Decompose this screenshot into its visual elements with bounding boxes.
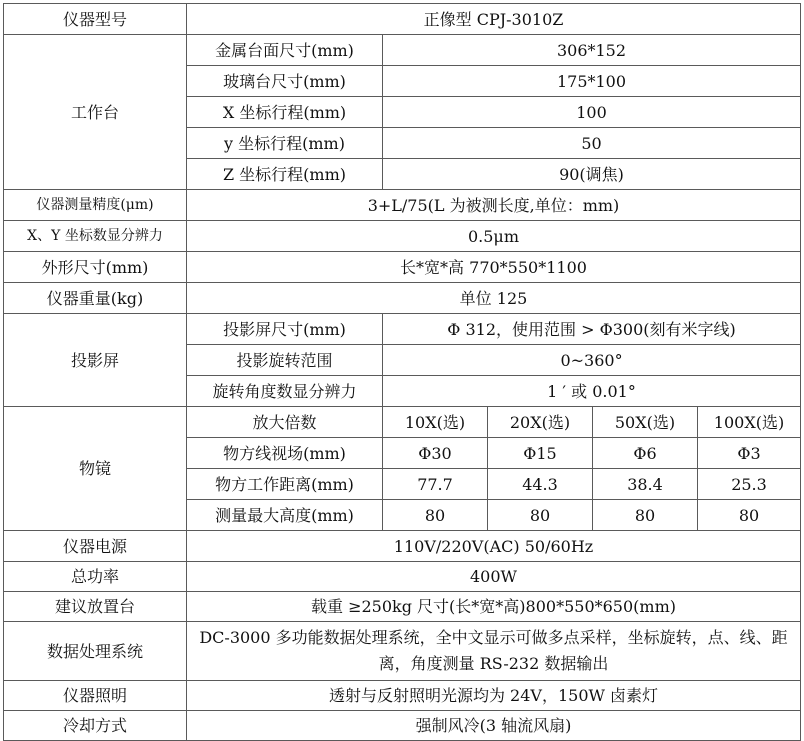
cell-max-height-2: 80 xyxy=(488,500,593,531)
row-dimensions xyxy=(4,252,801,283)
cell-magnification-3: 50X(选) xyxy=(593,407,698,438)
cell-working-distance-2: 44.3 xyxy=(488,469,593,500)
sublabel-screen-rotation: 投影旋转范围 xyxy=(187,345,383,376)
row-accuracy xyxy=(4,190,801,221)
sublabel-magnification: 放大倍数 xyxy=(187,407,383,438)
value-cooling: 强制风冷(3 轴流风扇) xyxy=(187,711,801,741)
value-model: 正像型 CPJ-3010Z xyxy=(187,4,801,35)
spec-table xyxy=(3,3,801,741)
label-lighting: 仪器照明 xyxy=(4,681,187,711)
cell-working-distance-3: 38.4 xyxy=(593,469,698,500)
value-stage-metal: 306*152 xyxy=(383,35,801,66)
value-lighting: 透射与反射照明光源均为 24V，150W 卤素灯 xyxy=(187,681,801,711)
cell-working-distance-4: 25.3 xyxy=(698,469,801,500)
row-model xyxy=(4,4,801,35)
label-objective: 物镜 xyxy=(4,407,187,531)
cell-magnification-4: 100X(选) xyxy=(698,407,801,438)
value-dimensions: 长*宽*高 770*550*1100 xyxy=(187,252,801,283)
sublabel-stage-x: X 坐标行程(mm) xyxy=(187,97,383,128)
label-total-power: 总功率 xyxy=(4,562,187,592)
label-model: 仪器型号 xyxy=(4,4,187,35)
value-accuracy: 3+L/75(L 为被测长度,单位：mm) xyxy=(187,190,801,221)
value-weight: 单位 125 xyxy=(187,283,801,314)
label-table-stand: 建议放置台 xyxy=(4,592,187,622)
cell-field-of-view-4: Φ3 xyxy=(698,438,801,469)
label-accuracy: 仪器测量精度(μm) xyxy=(4,190,187,221)
row-screen-1 xyxy=(4,314,801,345)
row-resolution xyxy=(4,221,801,252)
cell-field-of-view-2: Φ15 xyxy=(488,438,593,469)
label-cooling: 冷却方式 xyxy=(4,711,187,741)
sublabel-stage-z: Z 坐标行程(mm) xyxy=(187,159,383,190)
value-total-power: 400W xyxy=(187,562,801,592)
label-stage: 工作台 xyxy=(4,35,187,190)
label-dimensions: 外形尺寸(mm) xyxy=(4,252,187,283)
sublabel-working-distance: 物方工作距离(mm) xyxy=(187,469,383,500)
sublabel-max-height: 测量最大高度(mm) xyxy=(187,500,383,531)
sublabel-field-of-view: 物方线视场(mm) xyxy=(187,438,383,469)
label-screen: 投影屏 xyxy=(4,314,187,407)
value-screen-angle-res: 1 ′ 或 0.01° xyxy=(383,376,801,407)
row-cooling xyxy=(4,711,801,741)
sublabel-screen-size: 投影屏尺寸(mm) xyxy=(187,314,383,345)
value-resolution: 0.5μm xyxy=(187,221,801,252)
value-screen-size: Φ 312，使用范围 > Φ300(刻有米字线) xyxy=(383,314,801,345)
sublabel-stage-y: y 坐标行程(mm) xyxy=(187,128,383,159)
value-data-system: DC-3000 多功能数据处理系统，全中文显示可做多点采样，坐标旋转，点、线、距离，角度测量 RS-232 数据输出 xyxy=(187,622,801,681)
cell-field-of-view-3: Φ6 xyxy=(593,438,698,469)
sublabel-stage-glass: 玻璃台尺寸(mm) xyxy=(187,66,383,97)
value-stage-y: 50 xyxy=(383,128,801,159)
row-stage-1 xyxy=(4,35,801,66)
row-weight xyxy=(4,283,801,314)
cell-field-of-view-1: Φ30 xyxy=(383,438,488,469)
value-power: 110V/220V(AC) 50/60Hz xyxy=(187,531,801,562)
row-table-stand xyxy=(4,592,801,622)
label-power: 仪器电源 xyxy=(4,531,187,562)
value-stage-x: 100 xyxy=(383,97,801,128)
value-screen-rotation: 0~360° xyxy=(383,345,801,376)
row-data-system xyxy=(4,622,801,681)
sublabel-screen-angle-res: 旋转角度数显分辨力 xyxy=(187,376,383,407)
label-resolution: X、Y 坐标数显分辨力 xyxy=(4,221,187,252)
row-total-power xyxy=(4,562,801,592)
cell-max-height-3: 80 xyxy=(593,500,698,531)
sublabel-stage-metal: 金属台面尺寸(mm) xyxy=(187,35,383,66)
row-objective-1 xyxy=(4,407,801,438)
label-weight: 仪器重量(kg) xyxy=(4,283,187,314)
row-lighting xyxy=(4,681,801,711)
value-table-stand: 载重 ≥250kg 尺寸(长*宽*高)800*550*650(mm) xyxy=(187,592,801,622)
cell-max-height-4: 80 xyxy=(698,500,801,531)
label-data-system: 数据处理系统 xyxy=(4,622,187,681)
value-stage-z: 90(调焦) xyxy=(383,159,801,190)
value-stage-glass: 175*100 xyxy=(383,66,801,97)
cell-max-height-1: 80 xyxy=(383,500,488,531)
cell-magnification-2: 20X(选) xyxy=(488,407,593,438)
cell-magnification-1: 10X(选) xyxy=(383,407,488,438)
row-power xyxy=(4,531,801,562)
cell-working-distance-1: 77.7 xyxy=(383,469,488,500)
